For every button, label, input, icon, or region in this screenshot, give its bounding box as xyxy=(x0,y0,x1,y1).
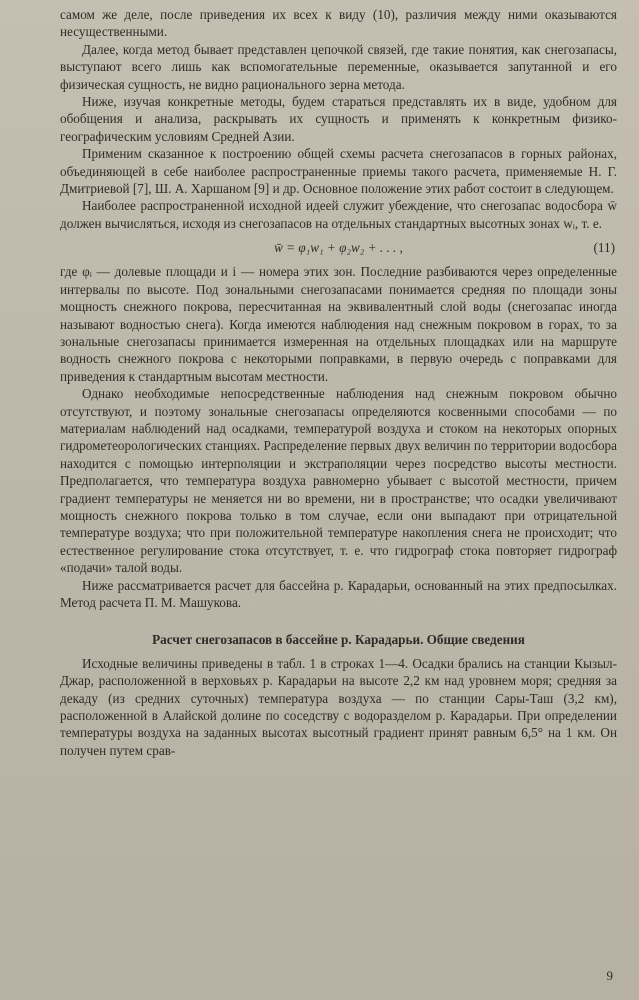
paragraph: Однако необходимые непосредственные наблюдения над снежным покровом обычно отсутствуют, и поэтому зональные снегозапасы определяются косвенными способами — по материалам наблюдений над осадками, температурой воздуха и стоком на некоторых опорных гидрометеорологических станциях. Распределение первых двух величин по территории водосбора находится с помощью интерполяции и экстраполяции через посредство высоты местности. Предполагается, что температура воздуха равномерно убывает с высотой местности, причем градиент температуры не меняется ни во времени, ни в пространстве; что осадки увеличивают мощность снежного покрова только в том случае, если они выпадают при отрицательной температуре воздуха; что при положительной температуре накопления снега не происходит; что естественное регулирование стока отсутствует, т. е. что гидрограф стока повторяет гидрограф «подачи» талой воды. xyxy=(60,386,617,576)
paragraph: Исходные величины приведены в табл. 1 в строках 1—4. Осадки брались на станции Кызыл-Джар, расположенной в верховьях р. Карадарьи на высоте 2,2 км над уровнем моря; средняя за декаду (из средних суточных) температура воздуха — по станции Сары-Таш (3,2 км), расположенной в Алайской долине по соседству с водоразделом р. Карадарьи. При определении температуры воздуха на заданных высотах высотный градиент принят равным 6,5° на 1 км. Он получен путем срав- xyxy=(60,655,617,758)
paragraph: Применим сказанное к построению общей схемы расчета снегозапасов в горных районах, объединяющей в себе наиболее распространенные приемы такого расчета, применяемые Н. Г. Дмитриевой [7], Ш. А. Харшаном [9] и др. Основное положение этих работ состоит в следующем. xyxy=(60,146,617,197)
body-text xyxy=(60,6,617,759)
paragraph-continuation: самом же деле, после приведения их всех к виду (10), различия между ними оказываются несущественными. xyxy=(60,7,617,40)
paragraph: Ниже рассматривается расчет для бассейна р. Карадарьи, основанный на этих предпосылках. Метод расчета П. М. Машукова. xyxy=(60,577,617,610)
page-number: 9 xyxy=(606,968,613,983)
equation-11 xyxy=(60,237,617,259)
paragraph: Ниже, изучая конкретные методы, будем стараться представлять их в виде, удобном для обобщения и анализа, раскрывать их сущность и применять к конкретным физико-географическим условиям Средней Азии. xyxy=(60,94,617,144)
paragraph: Далее, когда метод бывает представлен цепочкой связей, где такие понятия, как снегозапасы, выступают всего лишь как вспомогательные переменные, оказывается запутанной и его физическая сущность, не видно рационального зерна метода. xyxy=(60,41,617,92)
section-heading: Расчет снегозапасов в бассейне р. Карадарьи. Общие сведения xyxy=(152,632,525,648)
paragraph: где φᵢ — долевые площади и i — номера этих зон. Последние разбиваются через определенные интервалы по высоте. Под зональными снегозапасами понимается средняя по площади зоны мощность снежного покрова, пересчитанная на эквивалентный слой воды (снегозапас иногда называют водностью снега). Когда имеются наблюдения над снежным покровом в горах, то за зональные снегозапасы принимается измеренная на отдельных площадках или на маршруте водность снежного покрова с некоторыми поправками, в первую очередь с поправками для приведения к стандартным высотам местности. xyxy=(60,264,617,384)
equation-number: (11) xyxy=(593,240,615,256)
paragraph: Наиболее распространенной исходной идеей служит убеждение, что снегозапас водосбора w̄ должен вычисляться, исходя из снегозапасов на отдельных стандартных высотных зонах wᵢ, т. е. xyxy=(60,198,617,231)
equation-expression: w̄ = φ₁w₁ + φ₂w₂ + . . . , xyxy=(274,240,403,256)
